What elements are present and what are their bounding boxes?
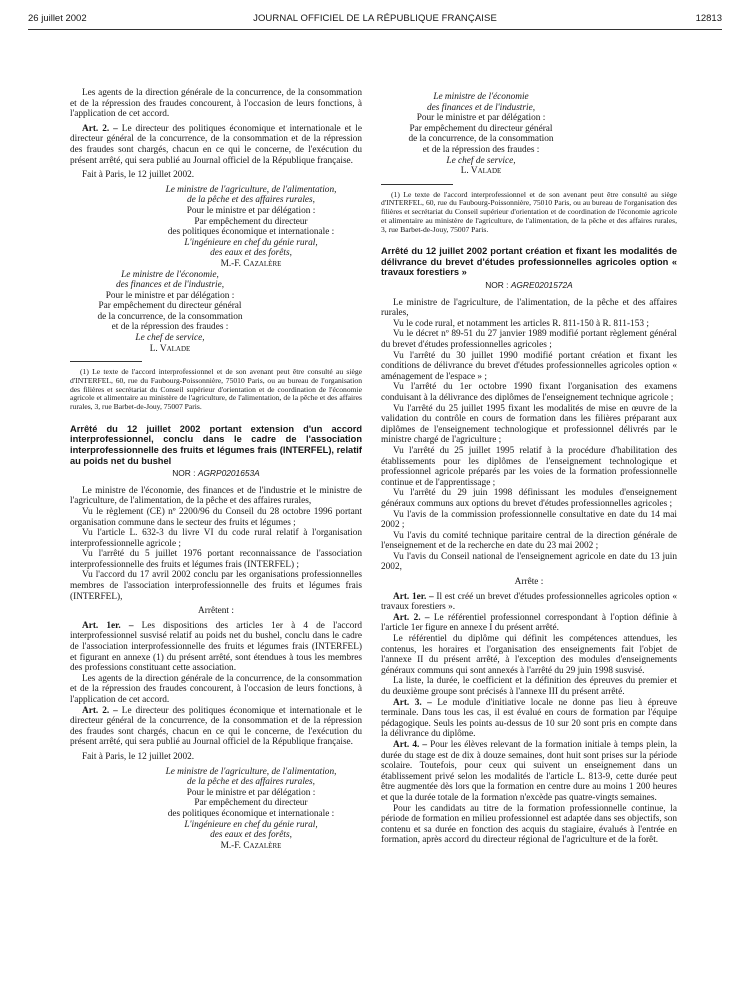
signature-line: Le chef de service, xyxy=(446,155,516,166)
paragraph-agents: Les agents de la direction générale de la concurrence, de la consommation et de la répression des fraudes concourent, à l'occasion de leurs fonctions, à l'application de cet accord. xyxy=(70,673,362,706)
signatory-name: L. Valade xyxy=(460,166,502,177)
header-date: 26 juillet 2002 xyxy=(28,13,87,24)
signature-line: des finances et de l'industrie, xyxy=(426,102,536,113)
footnote: (1) Le texte de l'accord interprofessionnel et de son avenant peut être consulté au siège d'INTERFEL, 60, rue du Faubourg-Poissonnière, 75010 Paris, ou au bureau de l'organisation des filières et secrétariat du Conseil supérieur d'orientation et de coordination de l'économie agricole et alimentaire au ministère de l'agriculture, de l'alimentation, de la pêche et des affaires rurales, 3, rue Barbet-de-Jouy, 75007 Paris. xyxy=(70,367,362,412)
nor-code: AGRE0201572A xyxy=(510,280,573,291)
visa: Le ministre de l'économie, des finances et de l'industrie et le ministre de l'agriculture, de l'alimentation, de la pêche et des affaires rurales, xyxy=(70,485,362,507)
article-2 xyxy=(70,706,362,748)
visa: Le ministre de l'agriculture, de l'alimentation, de la pêche et des affaires rurales, xyxy=(381,297,677,319)
signature-line: et de la répression des fraudes : xyxy=(111,322,229,333)
nor-reference: NOR : AGRE0201572A xyxy=(485,280,573,291)
article-label: Art. 2. – xyxy=(82,123,118,134)
article-2 xyxy=(70,124,362,166)
signing-date: Fait à Paris, le 12 juillet 2002. xyxy=(82,170,195,181)
visa: Vu l'arrêté du 25 juillet 1995 fixant les modalités de mise en œuvre de la validation du contrôle en cours de formation dans les filières préparant aux diplômes de l'enseignement technologique et professionnel délivrés par le ministre chargé de l'agriculture ; xyxy=(381,403,677,446)
article-label: Art. 2. – xyxy=(393,612,430,623)
visa: Vu le code rural, et notamment les articles R. 811-150 à R. 811-153 ; xyxy=(393,318,649,329)
article-label: Art. 3. – xyxy=(393,697,432,708)
signature-line: L'ingénieure en chef du génie rural, xyxy=(184,237,318,248)
signature-line: Pour le ministre et par délégation : xyxy=(186,787,316,798)
signature-line: des politiques économique et internationale : xyxy=(167,227,335,238)
signature-agriculture xyxy=(70,185,362,270)
signature-economie xyxy=(70,270,270,355)
arretent: Arrêtent : xyxy=(198,606,234,617)
visa: Vu l'arrêté du 5 juillet 1976 portant reconnaissance de l'association interprofessionnelle des fruits et légumes frais (INTERFEL) ; xyxy=(70,549,362,570)
signature-line: Par empêchement du directeur xyxy=(194,216,308,227)
footnote-rule xyxy=(70,361,142,362)
signature-line: Pour le ministre et par délégation : xyxy=(416,113,546,124)
paragraph-agents: Les agents de la direction générale de la concurrence, de la consommation et de la répression des fraudes concourent, à l'occasion de leurs fonctions, à l'application de cet accord. xyxy=(70,88,362,120)
signature-line: Pour le ministre et par délégation : xyxy=(186,205,316,216)
signature-line: Par empêchement du directeur général xyxy=(98,301,242,312)
article-label: Art. 1er. – xyxy=(82,620,134,631)
left-column xyxy=(70,88,362,851)
article-label: Art. 2. – xyxy=(82,705,118,716)
header-page-number: 12813 xyxy=(695,13,722,24)
article-label: Art. 4. – xyxy=(393,739,428,750)
article-label: Art. 1er. – xyxy=(393,591,434,602)
signatory-name: M.-F. Cazalère xyxy=(220,258,282,269)
visa: Vu l'arrêté du 30 juillet 1990 modifié portant création et fixant les conditions de délivrance du brevet d'études professionnelles agricoles option « aménagement de l'espace » ; xyxy=(381,350,677,382)
signature-line: des politiques économique et internationale : xyxy=(167,808,335,819)
right-column xyxy=(381,92,677,846)
article-3 xyxy=(381,698,677,740)
article-1 xyxy=(70,621,362,674)
article-text: Le directeur des politiques économique et internationale et le directeur général de la concurrence, de la consommation et de la répression des fraudes sont chargés, chacun en ce qui le concerne, de l'exécution du présent arrêté, qui sera publié au Journal officiel de la République française. xyxy=(70,705,363,748)
signature-line: L'ingénieure en chef du génie rural, xyxy=(184,819,318,830)
signing-date: Fait à Paris, le 12 juillet 2002. xyxy=(82,751,195,762)
signature-line: Par empêchement du directeur général xyxy=(409,123,553,134)
signature-line: Pour le ministre et par délégation : xyxy=(105,290,235,301)
visa: Vu l'arrêté du 1er octobre 1990 fixant l'organisation des examens conduisant à la délivrance des diplômes de l'enseignement technique agricole ; xyxy=(381,382,677,403)
header-journal-title: JOURNAL OFFICIEL DE LA RÉPUBLIQUE FRANÇAISE xyxy=(253,13,497,24)
article-text: Pour les élèves relevant de la formation initiale à temps plein, la durée du stage est de dix à douze semaines, dont huit sont prises sur la période scolaire. Toutefois, pour ceux qui suivent un enseignement dans un établissement privé selon les modalités de l'article L. 813-9, cette durée peut être augmentée dès lors que la formation en centre dure au moins 1 200 heures et que la durée totale de la formation n'excède pas quatre-vingts semaines. xyxy=(381,739,678,803)
article-2 xyxy=(381,613,677,634)
article-4 xyxy=(381,740,677,804)
visa: Vu l'avis du Conseil national de l'enseignement agricole en date du 13 juin 2002, xyxy=(381,551,677,573)
visa: Vu l'avis du comité technique paritaire central de la direction générale de l'enseignement et de la recherche en date du 23 mai 2002 ; xyxy=(381,530,677,552)
visa: Vu le règlement (CE) nº 2200/96 du Conseil du 28 octobre 1996 portant organisation commune dans le secteur des fruits et légumes ; xyxy=(70,506,362,528)
arrete: Arrête : xyxy=(514,577,544,588)
visa: Vu le décret nº 89-51 du 27 janvier 1989 modifié portant règlement général du brevet d'études professionnelles agricoles ; xyxy=(381,329,677,351)
page-header xyxy=(28,13,722,27)
article-text: Le directeur des politiques économique et internationale et le directeur général de la concurrence, de la consommation et de la répression des fraudes sont chargés, chacun en ce qui le concerne, de l'exécution du présent arrêté, qui sera publié au Journal officiel de la République française. xyxy=(70,123,363,166)
visa: Vu l'arrêté du 29 juin 1998 définissant les modules d'enseignement généraux communs aux options du brevet d'études professionnelles agricoles ; xyxy=(381,488,677,509)
visa: Vu l'accord du 17 avril 2002 conclu par les organisations professionnelles membres de l'association interprofessionnelle des fruits et légumes frais (INTERFEL), xyxy=(70,570,362,602)
header-rule xyxy=(28,29,722,30)
visa: Vu l'arrêté du 25 juillet 1995 relatif à la procédure d'habilitation des établissements pour les diplômes de l'enseignement technologique et professionnel agricole préparés par les voies de la formation professionnelle continue et de l'apprentissage ; xyxy=(381,445,677,488)
signature-economie xyxy=(381,92,581,177)
article-text: Il est créé un brevet d'études professionnelles agricoles option « travaux forestiers ». xyxy=(381,591,677,613)
nor-reference: NOR : AGRP0201653A xyxy=(172,468,260,479)
visa: Vu l'avis de la commission professionnelle consultative en date du 14 mai 2002 ; xyxy=(381,509,677,531)
signature-line: Le ministre de l'économie xyxy=(433,92,529,102)
signatory-name: M.-F. Cazalère xyxy=(220,840,282,851)
arrete-heading: Arrêté du 12 juillet 2002 portant extension d'un accord interprofessionnel, conclu dans le cadre de l'association interprofessionnelle des fruits et légumes frais (INTERFEL), relatif au poids net du bushel xyxy=(70,423,362,466)
signature-line: Par empêchement du directeur xyxy=(194,798,308,809)
signature-line: de la concurrence, de la consommation xyxy=(408,134,554,145)
paragraph: La liste, la durée, le coefficient et la définition des épreuves du premier et du deuxième groupe sont précisés à l'annexe III du présent arrêté. xyxy=(381,676,677,698)
signature-line: Le ministre de l'économie, xyxy=(121,269,219,280)
visa: Vu l'article L. 632-3 du livre VI du code rural relatif à l'organisation interprofessionnelle agricole ; xyxy=(70,528,362,549)
signature-line: des eaux et des forêts, xyxy=(210,248,292,259)
signature-line: des finances et de l'industrie, xyxy=(115,280,225,291)
arrete-heading: Arrêté du 12 juillet 2002 portant création et fixant les modalités de délivrance du brevet d'études professionnelles agricoles option « travaux forestiers » xyxy=(381,246,677,278)
article-text: Les dispositions des articles 1er à 4 de l'accord interprofessionnel susvisé relatif au poids net du bushel, conclu dans le cadre de l'association interprofessionnelle des fruits et légumes frais (INTERFEL) et figurant en annexe (1) du présent arrêté, sont étendues à tous les membres des professions constituant cette association. xyxy=(70,620,362,674)
nor-code: AGRP0201653A xyxy=(197,468,260,479)
signature-agriculture xyxy=(70,767,362,852)
footnote: (1) Le texte de l'accord interprofessionnel et de son avenant peut être consulté au siège d'INTERFEL, 60, rue du Faubourg-Poissonnière, 75010 Paris, ou au bureau de l'organisation des filières et secrétariat du Conseil supérieur d'orientation et de coordination de l'économie agricole et alimentaire au ministère de l'agriculture, de l'alimentation, de la pêche et des affaires rurales, 3, rue Barbet-de-Jouy, 75007 Paris. xyxy=(381,189,677,234)
paragraph: Le référentiel du diplôme qui définit les compétences attendues, les contenus, les horaires et l'organisation des enseignements fait l'objet de l'annexe II du présent arrêté, à l'exception des modules d'enseignements généraux communs qui sont annexés à l'arrêté du 29 juin 1998 susvisé. xyxy=(381,634,677,676)
article-text: Le référentiel professionnel correspondant à l'option définie à l'article 1er figure en annexe I du présent arrêté. xyxy=(381,612,677,634)
signature-line: et de la répression des fraudes : xyxy=(422,144,540,155)
article-text: Le module d'initiative locale ne donne pas lieu à épreuve terminale. Dans tous les cas, il est évalué en cours de formation par l'équipe pédagogique. Seuls les points au-dessus de 10 sur 20 sont pris en compte dans la délivrance du diplôme. xyxy=(381,697,677,740)
signature-line: Le ministre de l'agriculture, de l'alimentation, xyxy=(165,766,337,777)
signature-line: des eaux et des forêts, xyxy=(210,830,292,841)
signature-line: Le ministre de l'agriculture, de l'alimentation, xyxy=(165,184,337,195)
footnote-rule xyxy=(381,184,453,185)
signature-line: de la pêche et des affaires rurales, xyxy=(187,777,315,788)
signature-line: de la concurrence, de la consommation xyxy=(97,311,243,322)
signature-line: Le chef de service, xyxy=(135,333,205,344)
signature-line: de la pêche et des affaires rurales, xyxy=(187,195,315,206)
signatory-name: L. Valade xyxy=(149,343,191,354)
paragraph: Pour les candidats au titre de la formation professionnelle continue, la période de formation en milieu professionnel est adaptée dans ses objectifs, son contenu et sa durée en fonction des acquis du stagiaire, évalués à l'entrée en formation, après accord du directeur régional de l'agriculture et de la forêt. xyxy=(381,803,677,846)
article-1 xyxy=(381,592,677,613)
